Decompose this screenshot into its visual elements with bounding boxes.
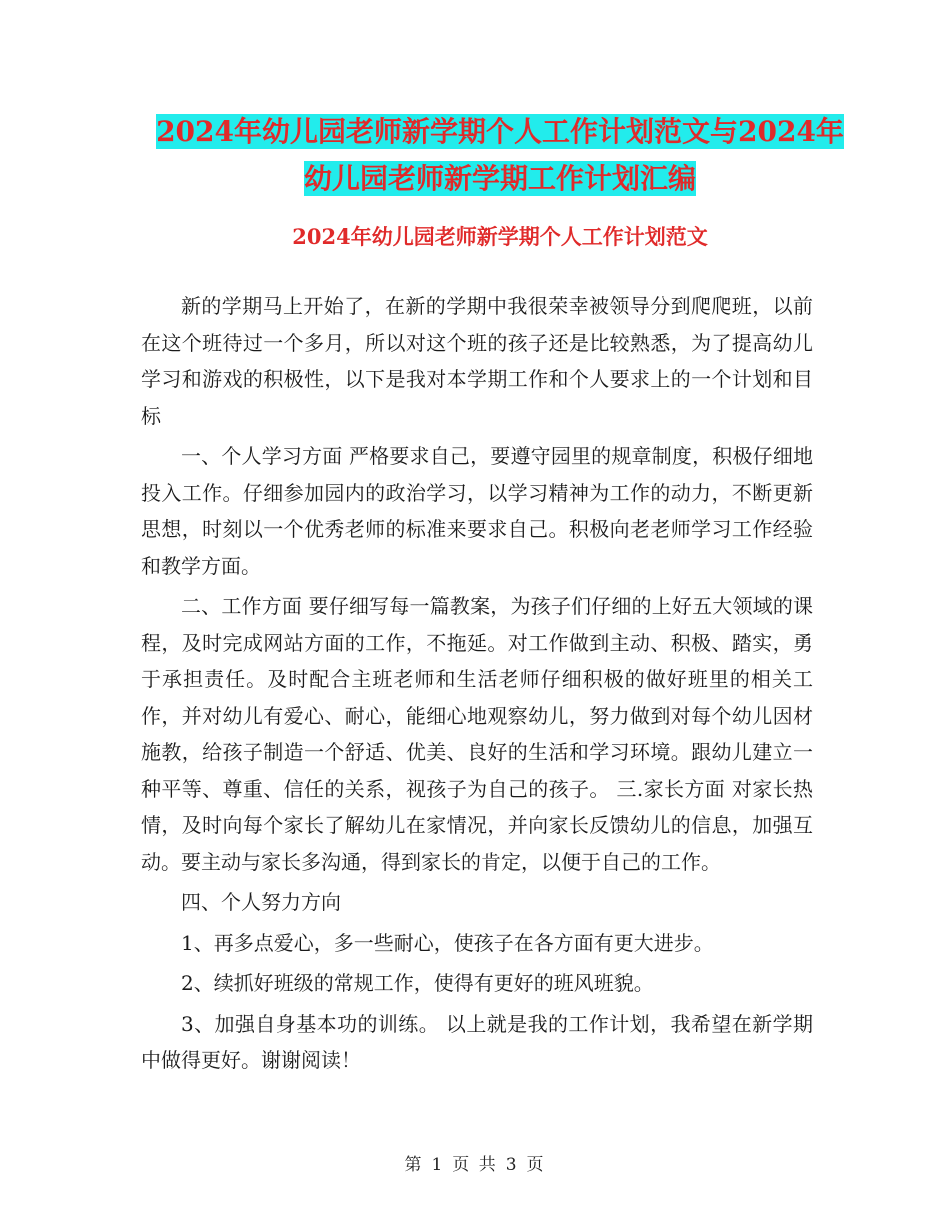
paragraph-item-3: 3、加强自身基本功的训练。 以上就是我的工作计划，我希望在新学期中做得更好。谢谢阅读！ [141, 1011, 813, 1072]
footer-mid: 页 共 [452, 1155, 498, 1175]
main-title [140, 108, 860, 202]
paragraph-intro: 新的学期马上开始了，在新的学期中我很荣幸被领导分到爬爬班，以前在这个班待过一个多月，所以对这个班的孩子还是比较熟悉，为了提高幼儿学习和游戏的积极性，以下是我对本学期工作和个人要求上的一个计划和目标 [141, 294, 813, 428]
paragraph-personal-study: 一、个人学习方面 严格要求自己，要遵守园里的规章制度，积极仔细地投入工作。仔细参加园内的政治学习，以学习精神为工作的动力，不断更新思想，时刻以一个优秀老师的标准来要求自己。积极向老老师学习工作经验和教学方面。 [141, 444, 813, 578]
body-text [141, 288, 813, 1079]
paragraph-item-1: 1、再多点爱心，多一些耐心，使孩子在各方面有更大进步。 [181, 930, 714, 955]
footer-page-number: 1 [431, 1155, 445, 1175]
paragraph-work: 二、工作方面 要仔细写每一篇教案，为孩子们仔细的上好五大领域的课程，及时完成网站方面的工作，不拖延。对工作做到主动、积极、踏实，勇于承担责任。及时配合主班老师和生活老师仔细积极的做好班里的相关工作，并对幼儿有爱心、耐心，能细心地观察幼儿，努力做到对每个幼儿因材施教，给孩子制造一个舒适、优美、良好的生活和学习环境。跟幼儿建立一种平等、尊重、信任的关系，视孩子为自己的孩子。 三.家长方面 对家长热情，及时向每个家长了解幼儿在家情况，并向家长反馈幼儿的信息，加强互动。要主动与家长多沟通，得到家长的肯定，以便于自己的工作。 [141, 594, 813, 874]
section-title: 2024年幼儿园老师新学期个人工作计划范文 [292, 224, 708, 249]
page-footer [0, 1150, 950, 1175]
main-title-line-1: 2024年幼儿园老师新学期个人工作计划范文与2024年 [156, 115, 844, 148]
paragraph-effort-heading: 四、个人努力方向 [181, 890, 341, 914]
paragraph-item-2: 2、续抓好班级的常规工作，使得有更好的班风班貌。 [181, 971, 654, 995]
main-title-line-2: 幼儿园老师新学期工作计划汇编 [303, 162, 696, 195]
footer-total-pages: 3 [505, 1155, 519, 1175]
footer-prefix: 第 [404, 1155, 424, 1175]
footer-suffix: 页 [526, 1155, 546, 1175]
